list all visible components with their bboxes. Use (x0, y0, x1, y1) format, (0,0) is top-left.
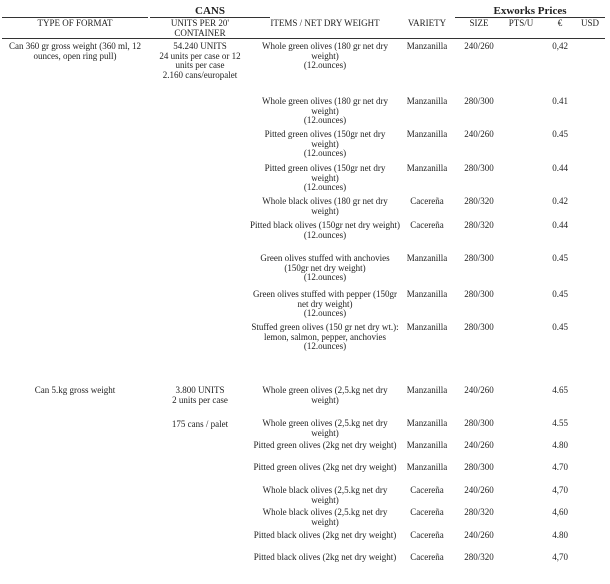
size-cell: 280/300 (464, 462, 494, 472)
size-cell: 280/320 (464, 220, 494, 230)
col-header-variety: VARIETY (407, 18, 447, 28)
variety-cell: Manzanilla (406, 462, 448, 472)
col-header-pts: PTS/U (508, 18, 534, 28)
size-cell: 240/260 (464, 440, 494, 450)
exworks-title: Exworks Prices (493, 5, 567, 17)
group2-units-detail: 2 units per case (172, 394, 228, 405)
eur-price-cell: 4,70 (552, 552, 568, 562)
size-cell: 240/260 (464, 41, 494, 51)
variety-cell: Cacereña (410, 552, 444, 562)
eur-price-cell: 0.42 (552, 196, 568, 206)
size-cell: 280/320 (464, 507, 494, 517)
size-cell: 280/300 (464, 322, 494, 332)
size-cell: 240/260 (464, 129, 494, 139)
eur-price-cell: 0.45 (552, 322, 568, 332)
eur-price-cell: 4.65 (552, 385, 568, 395)
variety-cell: Cacereña (410, 530, 444, 540)
eur-price-cell: 0.44 (552, 163, 568, 173)
item-cell (250, 290, 400, 319)
eur-price-cell: 4,70 (552, 485, 568, 495)
item-note: (12.ounces) (303, 148, 347, 159)
col-header-type: TYPE OF FORMAT (37, 18, 113, 28)
item-cell (250, 97, 400, 126)
variety-cell: Manzanilla (406, 289, 448, 299)
group1-format: Can 360 gr gross weight (360 ml, 12 ounces, open ring pull) (9, 41, 141, 61)
item-note: (12.ounces) (303, 341, 347, 352)
item-cell (250, 441, 400, 451)
col-header-eur: € (557, 18, 563, 28)
item-cell (250, 164, 400, 193)
item-cell (250, 463, 400, 473)
eur-price-cell: 4,60 (552, 507, 568, 517)
item-name: Whole green olives (2,5.kg net dry weight) (262, 418, 388, 438)
group1-units-count: 54.240 UNITS (173, 41, 227, 51)
size-cell: 240/260 (464, 530, 494, 540)
item-name: Pitted black olives (2kg net dry weight) (253, 530, 397, 540)
item-cell (250, 221, 400, 240)
item-note: (12.ounces) (303, 229, 347, 240)
size-cell: 280/300 (464, 96, 494, 106)
group1-units (150, 42, 250, 81)
item-name: Pitted black olives (2kg net dry weight) (253, 552, 397, 562)
eur-price-cell: 4.80 (552, 530, 568, 540)
item-name: Whole green olives (180 gr net dry weight) (262, 41, 388, 61)
size-cell: 280/320 (464, 196, 494, 206)
item-cell (250, 553, 400, 563)
item-name: Green olives stuffed with anchovies (150gr net dry weight) (260, 253, 390, 273)
item-name: Whole green olives (2,5.kg net dry weight) (262, 385, 388, 405)
size-cell: 280/300 (464, 163, 494, 173)
item-cell (250, 508, 400, 527)
col-header-usd: USD (580, 18, 599, 28)
item-cell (250, 531, 400, 541)
eur-price-cell: 4.55 (552, 418, 568, 428)
item-cell (250, 486, 400, 505)
item-name: Pitted green olives (150gr net dry weight) (264, 129, 386, 149)
eur-price-cell: 4.80 (552, 440, 568, 450)
variety-cell: Manzanilla (406, 129, 448, 139)
item-name: Whole black olives (2,5.kg net dry weight) (262, 507, 388, 527)
eur-price-cell: 0.41 (552, 96, 568, 106)
item-cell (250, 323, 400, 352)
variety-cell: Cacereña (410, 196, 444, 206)
size-cell: 280/300 (464, 253, 494, 263)
item-cell (250, 386, 400, 405)
item-note: (12.ounces) (303, 182, 347, 193)
size-cell: 280/320 (464, 552, 494, 562)
item-name: Green olives stuffed with pepper (150gr net dry weight) (252, 289, 398, 309)
variety-cell: Manzanilla (406, 96, 448, 106)
item-note: (12.ounces) (303, 60, 347, 71)
item-name: Whole green olives (180 gr net dry weight) (262, 96, 388, 116)
item-cell (250, 197, 400, 216)
group2-pallet: 175 cans / palet (171, 419, 229, 429)
item-note: (12.ounces) (303, 115, 347, 126)
item-name: Pitted green olives (150gr net dry weight) (264, 163, 386, 183)
header-rule-bottom (2, 38, 605, 39)
variety-cell: Manzanilla (406, 253, 448, 263)
item-name: Pitted green olives (2kg net dry weight) (253, 440, 397, 450)
group1-units-detail: 24 units per case or 12 units per case (159, 50, 241, 71)
item-name: Pitted black olives (150gr net dry weight) (250, 220, 400, 230)
group2-format: Can 5.kg gross weight (34, 385, 116, 395)
col-header-units: UNITS PER 20' CONTAINER (170, 18, 230, 38)
col-header-size: SIZE (469, 18, 489, 28)
cans-title: CANS (195, 5, 225, 17)
size-cell: 280/300 (464, 289, 494, 299)
eur-price-cell: 4.70 (552, 462, 568, 472)
header-rule-cans (150, 17, 270, 18)
group2-units (150, 386, 250, 405)
variety-cell: Cacereña (410, 485, 444, 495)
variety-cell: Manzanilla (406, 41, 448, 51)
variety-cell: Manzanilla (406, 163, 448, 173)
item-name: Stuffed green olives (150 gr net dry wt.): lemon, salmon, pepper, anchovies (251, 322, 399, 342)
variety-cell: Cacereña (410, 507, 444, 517)
eur-price-cell: 0.45 (552, 253, 568, 263)
group2-units-count: 3.800 UNITS (175, 385, 225, 395)
variety-cell: Manzanilla (406, 418, 448, 428)
item-name: Whole black olives (180 gr net dry weight) (262, 196, 388, 216)
variety-cell: Manzanilla (406, 440, 448, 450)
header-rule-exworks (455, 17, 605, 18)
item-cell (250, 130, 400, 159)
header-rule-left (2, 17, 148, 18)
item-cell (250, 254, 400, 283)
eur-price-cell: 0,42 (552, 41, 568, 51)
col-header-items: ITEMS / NET DRY WEIGHT (270, 18, 380, 28)
item-cell (250, 42, 400, 71)
item-note: (12.ounces) (303, 272, 347, 283)
group1-pallet: 2.160 cans/europalet (162, 70, 238, 81)
size-cell: 280/300 (464, 418, 494, 428)
item-note: (12.ounces) (303, 308, 347, 319)
size-cell: 240/260 (464, 485, 494, 495)
eur-price-cell: 0.44 (552, 220, 568, 230)
item-name: Pitted green olives (2kg net dry weight) (253, 462, 397, 472)
variety-cell: Cacereña (410, 220, 444, 230)
size-cell: 240/260 (464, 385, 494, 395)
eur-price-cell: 0.45 (552, 129, 568, 139)
eur-price-cell: 0.45 (552, 289, 568, 299)
variety-cell: Manzanilla (406, 322, 448, 332)
item-cell (250, 419, 400, 438)
variety-cell: Manzanilla (406, 385, 448, 395)
item-name: Whole black olives (2,5.kg net dry weight) (262, 485, 388, 505)
